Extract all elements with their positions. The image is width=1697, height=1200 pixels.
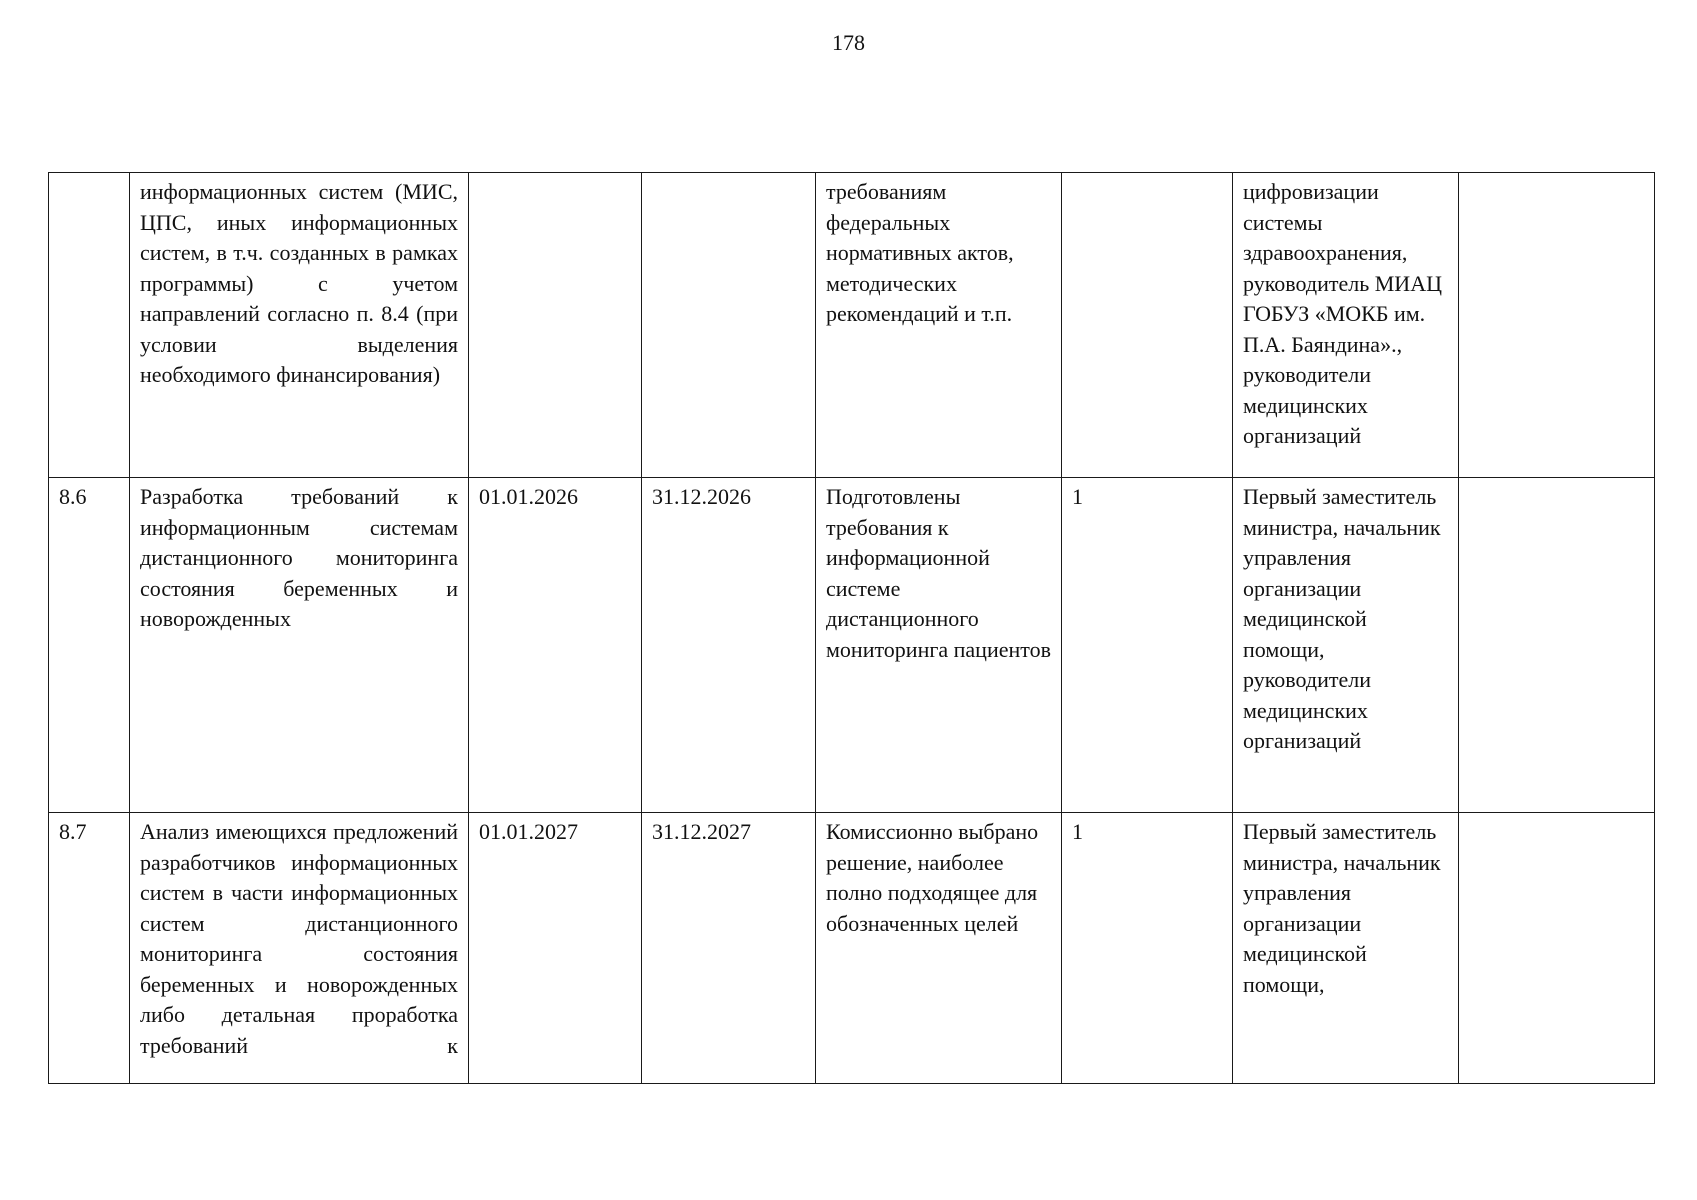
start-date-cell: 01.01.2027 (469, 813, 642, 1084)
result-cell: Комиссионно выбрано решение, наиболее полно подходящее для обозначенных целей (816, 813, 1062, 1084)
responsible-cell: Первый заместитель министра, начальник управления организации медицинской помощи, (1233, 813, 1459, 1084)
note-cell (1459, 478, 1655, 813)
table-row (49, 173, 1655, 478)
table-row (49, 478, 1655, 813)
value-cell: 1 (1062, 478, 1233, 813)
row-number-cell: 8.7 (49, 813, 130, 1084)
start-date-cell: 01.01.2026 (469, 478, 642, 813)
value-cell: 1 (1062, 813, 1233, 1084)
row-number-cell (49, 173, 130, 478)
end-date-cell (642, 173, 816, 478)
activity-cell: Анализ имеющихся предложений разработчиков информационных систем в части информационных систем дистанционного мониторинга состояния беременных и новорожденных либо детальная проработка требований к (130, 813, 469, 1084)
page-number: 178 (832, 30, 865, 55)
responsible-cell: цифровизации системы здравоохранения, руководитель МИАЦ ГОБУЗ «МОКБ им. П.А. Баяндина»., руководители медицинских организаций (1233, 173, 1459, 478)
end-date-cell: 31.12.2026 (642, 478, 816, 813)
result-cell: Подготовлены требования к информационной системе дистанционного мониторинга пациентов (816, 478, 1062, 813)
value-cell (1062, 173, 1233, 478)
note-cell (1459, 173, 1655, 478)
responsible-cell: Первый заместитель министра, начальник управления организации медицинской помощи, руководители медицинских организаций (1233, 478, 1459, 813)
activity-cell: Разработка требований к информационным системам дистанционного мониторинга состояния беременных и новорожденных (130, 478, 469, 813)
row-number-cell: 8.6 (49, 478, 130, 813)
result-cell: требованиям федеральных нормативных актов, методических рекомендаций и т.п. (816, 173, 1062, 478)
activity-cell: информационных систем (МИС, ЦПС, иных информационных систем, в т.ч. созданных в рамках программы) с учетом направлений согласно п. 8.4 (при условии выделения необходимого финансирования) (130, 173, 469, 478)
activity-plan-table (48, 172, 1655, 1084)
end-date-cell: 31.12.2027 (642, 813, 816, 1084)
start-date-cell (469, 173, 642, 478)
table-row (49, 813, 1655, 1084)
note-cell (1459, 813, 1655, 1084)
